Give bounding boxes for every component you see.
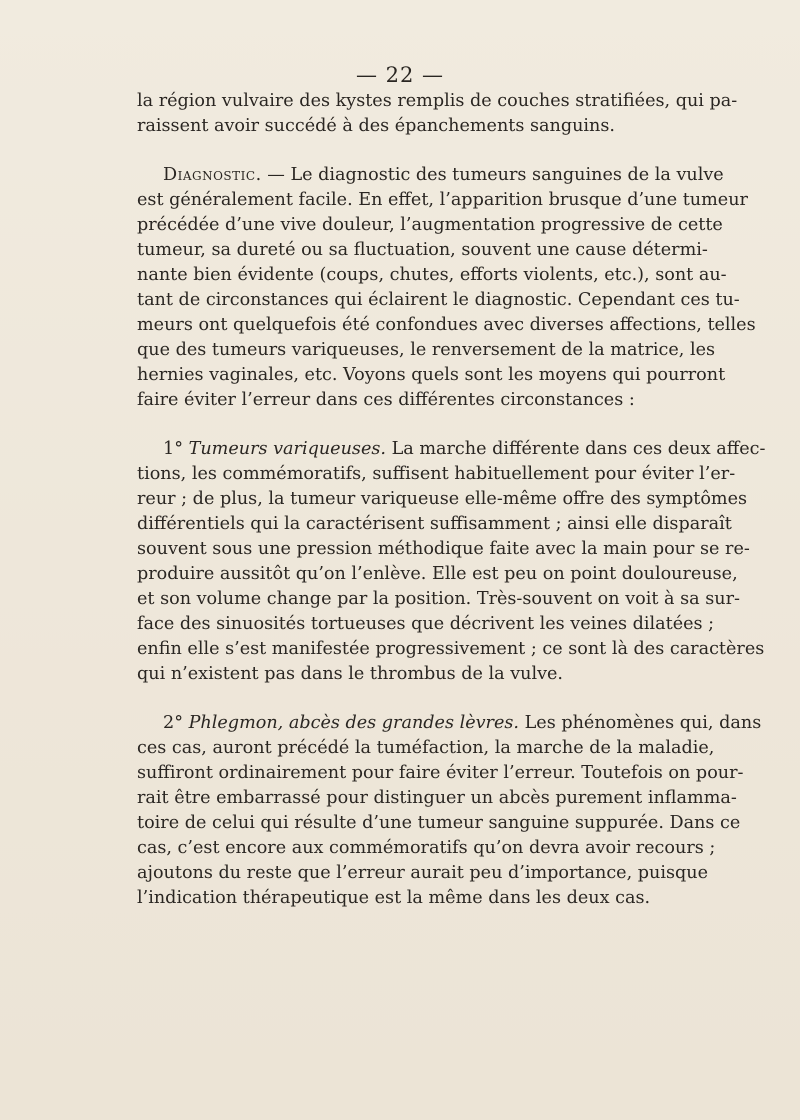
body-text: [137, 89, 766, 911]
text-line: différentiels qui la caractérisent suffisamment ; ainsi elle disparaît: [137, 514, 732, 534]
paragraph-gap: [137, 687, 667, 711]
text-line: meurs ont quelquefois été confondues avec diverses affections, telles: [137, 315, 756, 335]
item-number: 1°: [163, 439, 183, 459]
text-line: qui n’existent pas dans le thrombus de la vulve.: [137, 664, 564, 684]
text-run: La marche différente dans ces deux affec-: [385, 439, 766, 459]
paragraph-tumeurs-variqueuses: [137, 437, 766, 687]
page-number: — 22 —: [355, 63, 445, 87]
text-run: — Le diagnostic des tumeurs sanguines de la vulve: [261, 165, 724, 185]
item-number: 2°: [163, 713, 183, 733]
item-title: Phlegmon, abcès des grandes lèvres.: [188, 713, 520, 733]
paragraph-phlegmon: [137, 711, 762, 911]
paragraph-intro: [137, 89, 738, 139]
item-title: Tumeurs variqueuses.: [188, 439, 386, 459]
text-line: est généralement facile. En effet, l’apparition brusque d’une tumeur: [137, 190, 748, 210]
text-line: produire aussitôt qu’on l’enlève. Elle est peu on point douloureuse,: [137, 564, 738, 584]
text-line: ces cas, auront précédé la tuméfaction, la marche de la maladie,: [137, 738, 715, 758]
text-line: et son volume change par la position. Très-souvent on voit à sa sur-: [137, 589, 740, 609]
text-line: tant de circonstances qui éclairent le diagnostic. Cependant ces tu-: [137, 290, 740, 310]
text-line: [137, 437, 766, 462]
text-line: la région vulvaire des kystes remplis de couches stratifiées, qui pa-: [137, 91, 738, 111]
text-line: enfin elle s’est manifestée progressivement ; ce sont là des caractères: [137, 639, 765, 659]
text-line: tions, les commémoratifs, suffisent habituellement pour éviter l’er-: [137, 464, 736, 484]
text-line: toire de celui qui résulte d’une tumeur sanguine suppurée. Dans ce: [137, 813, 741, 833]
text-line: hernies vaginales, etc. Voyons quels sont les moyens qui pourront: [137, 365, 726, 385]
text-line: raissent avoir succédé à des épanchements sanguins.: [137, 116, 615, 136]
text-line: [137, 163, 724, 188]
text-line: souvent sous une pression méthodique faite avec la main pour se re-: [137, 539, 750, 559]
text-line: faire éviter l’erreur dans ces différentes circonstances :: [137, 390, 635, 410]
paragraph-gap: [137, 413, 667, 437]
text-line: reur ; de plus, la tumeur variqueuse elle-même offre des symptômes: [137, 489, 748, 509]
text-line: cas, c’est encore aux commémoratifs qu’on devra avoir recours ;: [137, 838, 716, 858]
text-line: face des sinuosités tortueuses que décrivent les veines dilatées ;: [137, 614, 715, 634]
text-line: que des tumeurs variqueuses, le renversement de la matrice, les: [137, 340, 716, 360]
text-run: Les phénomènes qui, dans: [519, 713, 762, 733]
text-line: ajoutons du reste que l’erreur aurait peu d’importance, puisque: [137, 863, 709, 883]
text-line: [137, 711, 762, 736]
paragraph-gap: [137, 139, 667, 163]
text-line: tumeur, sa dureté ou sa fluctuation, souvent une cause détermi-: [137, 240, 708, 260]
text-line: nante bien évidente (coups, chutes, efforts violents, etc.), sont au-: [137, 265, 727, 285]
paragraph-diagnostic: [137, 163, 756, 413]
text-line: rait être embarrassé pour distinguer un abcès purement inflamma-: [137, 788, 737, 808]
text-line: l’indication thérapeutique est la même dans les deux cas.: [137, 888, 651, 908]
text-line: suffiront ordinairement pour faire éviter l’erreur. Toutefois on pour-: [137, 763, 744, 783]
section-heading: Diagnostic.: [163, 165, 262, 185]
text-line: précédée d’une vive douleur, l’augmentation progressive de cette: [137, 215, 723, 235]
